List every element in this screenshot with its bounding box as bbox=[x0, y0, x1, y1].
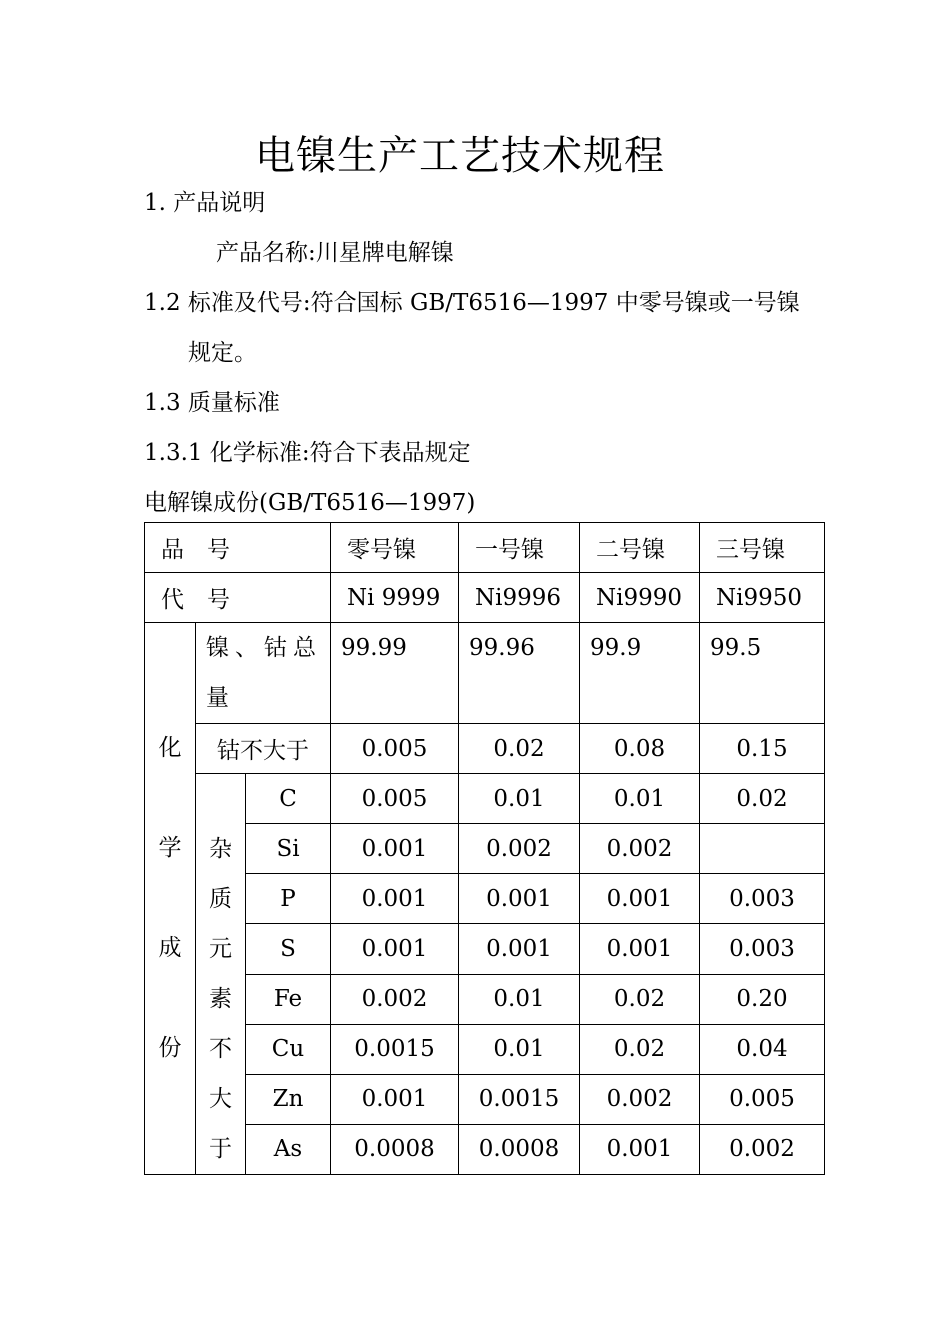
code-cell: Ni9996 bbox=[459, 573, 580, 623]
element-cell: C bbox=[246, 774, 331, 824]
co-label-cell: 钴不大于 bbox=[196, 724, 331, 774]
co-value-cell: 0.08 bbox=[580, 724, 700, 774]
impurity-value-cell: 0.01 bbox=[459, 774, 580, 824]
impurity-label-char: 大 bbox=[209, 1086, 232, 1112]
impurity-row bbox=[145, 774, 825, 824]
grade-cell: 二号镍 bbox=[580, 523, 700, 573]
chem-label-char: 化 bbox=[158, 735, 182, 761]
impurity-value-cell: 0.001 bbox=[580, 1124, 700, 1174]
ni-co-value-cell: 99.99 bbox=[331, 623, 459, 724]
impurity-row bbox=[145, 1024, 825, 1074]
impurity-row bbox=[145, 974, 825, 1024]
impurity-value-cell: 0.001 bbox=[580, 924, 700, 974]
section-1-3-heading: 1.3 质量标准 bbox=[144, 390, 280, 416]
impurity-label-cell bbox=[196, 774, 246, 1175]
impurity-value-cell: 0.001 bbox=[331, 874, 459, 924]
impurity-value-cell: 0.001 bbox=[331, 824, 459, 874]
element-cell: Fe bbox=[246, 974, 331, 1024]
impurity-value-cell: 0.001 bbox=[331, 1074, 459, 1124]
grade-cell: 零号镍 bbox=[331, 523, 459, 573]
impurity-value-cell: 0.002 bbox=[459, 824, 580, 874]
grade-cell: 一号镍 bbox=[459, 523, 580, 573]
chem-label-char: 成 bbox=[158, 935, 182, 961]
section-1-2-line1: 1.2 标准及代号:符合国标 GB/T6516—1997 中零号镍或一号镍 bbox=[144, 290, 800, 316]
impurity-value-cell: 0.20 bbox=[700, 974, 825, 1024]
impurity-value-cell: 0.01 bbox=[580, 774, 700, 824]
section-1-2-line2: 规定。 bbox=[188, 340, 257, 366]
chem-composition-label-cell bbox=[145, 623, 196, 1175]
impurity-value-cell: 0.02 bbox=[580, 1024, 700, 1074]
composition-table-body bbox=[145, 523, 825, 1175]
code-cell: Ni 9999 bbox=[331, 573, 459, 623]
impurity-value-cell: 0.0015 bbox=[331, 1024, 459, 1074]
element-cell: Si bbox=[246, 824, 331, 874]
impurity-value-cell: 0.0008 bbox=[459, 1124, 580, 1174]
impurity-value-cell: 0.001 bbox=[459, 924, 580, 974]
co-row bbox=[145, 724, 825, 774]
impurity-label-char: 质 bbox=[209, 886, 232, 912]
ni-co-label-cell: 镍、钴总量 bbox=[196, 623, 331, 724]
impurity-value-cell: 0.002 bbox=[580, 824, 700, 874]
impurity-value-cell: 0.01 bbox=[459, 974, 580, 1024]
ni-co-value-cell: 99.5 bbox=[700, 623, 825, 724]
impurity-value-cell: 0.001 bbox=[580, 874, 700, 924]
impurity-value-cell: 0.0008 bbox=[331, 1124, 459, 1174]
impurity-label-char: 于 bbox=[209, 1136, 232, 1162]
co-value-cell: 0.15 bbox=[700, 724, 825, 774]
code-label-cell: 代 号 bbox=[145, 573, 331, 623]
impurity-value-cell: 0.003 bbox=[700, 924, 825, 974]
element-cell: P bbox=[246, 874, 331, 924]
co-value-cell: 0.005 bbox=[331, 724, 459, 774]
impurity-value-cell: 0.002 bbox=[700, 1124, 825, 1174]
impurity-value-cell: 0.003 bbox=[700, 874, 825, 924]
chem-label-char: 学 bbox=[158, 835, 182, 861]
impurity-value-cell: 0.0015 bbox=[459, 1074, 580, 1124]
grade-label-cell: 品 号 bbox=[145, 523, 331, 573]
code-cell: Ni9990 bbox=[580, 573, 700, 623]
co-value-cell: 0.02 bbox=[459, 724, 580, 774]
composition-table bbox=[144, 522, 825, 1175]
section-1-3-1-heading: 1.3.1 化学标准:符合下表品规定 bbox=[144, 440, 471, 466]
element-cell: As bbox=[246, 1124, 331, 1174]
impurity-row bbox=[145, 1074, 825, 1124]
impurity-value-cell: 0.005 bbox=[331, 774, 459, 824]
code-row bbox=[145, 573, 825, 623]
ni-co-value-cell: 99.96 bbox=[459, 623, 580, 724]
impurity-row bbox=[145, 824, 825, 874]
element-cell: Zn bbox=[246, 1074, 331, 1124]
product-name-line: 产品名称:川星牌电解镍 bbox=[216, 240, 454, 266]
impurity-value-cell: 0.001 bbox=[459, 874, 580, 924]
impurity-value-cell: 0.04 bbox=[700, 1024, 825, 1074]
impurity-value-cell: 0.005 bbox=[700, 1074, 825, 1124]
document-title: 电镍生产工艺技术规程 bbox=[255, 133, 665, 179]
element-cell: S bbox=[246, 924, 331, 974]
element-cell: Cu bbox=[246, 1024, 331, 1074]
impurity-label-char: 素 bbox=[209, 986, 232, 1012]
impurity-label-char: 不 bbox=[209, 1036, 232, 1062]
section-1-heading: 1. 产品说明 bbox=[144, 190, 266, 216]
impurity-value-cell: 0.01 bbox=[459, 1024, 580, 1074]
impurity-value-cell: 0.002 bbox=[331, 974, 459, 1024]
impurity-row bbox=[145, 924, 825, 974]
ni-co-value-cell: 99.9 bbox=[580, 623, 700, 724]
impurity-value-cell: 0.02 bbox=[580, 974, 700, 1024]
impurity-label-char: 元 bbox=[209, 936, 232, 962]
impurity-value-cell: 0.02 bbox=[700, 774, 825, 824]
impurity-value-cell: 0.001 bbox=[331, 924, 459, 974]
impurity-row bbox=[145, 874, 825, 924]
impurity-value-cell bbox=[700, 824, 825, 874]
chem-label-char: 份 bbox=[158, 1035, 182, 1061]
impurity-row bbox=[145, 1124, 825, 1174]
grade-row bbox=[145, 523, 825, 573]
code-cell: Ni9950 bbox=[700, 573, 825, 623]
impurity-label-char: 杂 bbox=[209, 836, 232, 862]
grade-cell: 三号镍 bbox=[700, 523, 825, 573]
table-caption: 电解镍成份(GB/T6516—1997) bbox=[144, 490, 476, 516]
impurity-value-cell: 0.002 bbox=[580, 1074, 700, 1124]
